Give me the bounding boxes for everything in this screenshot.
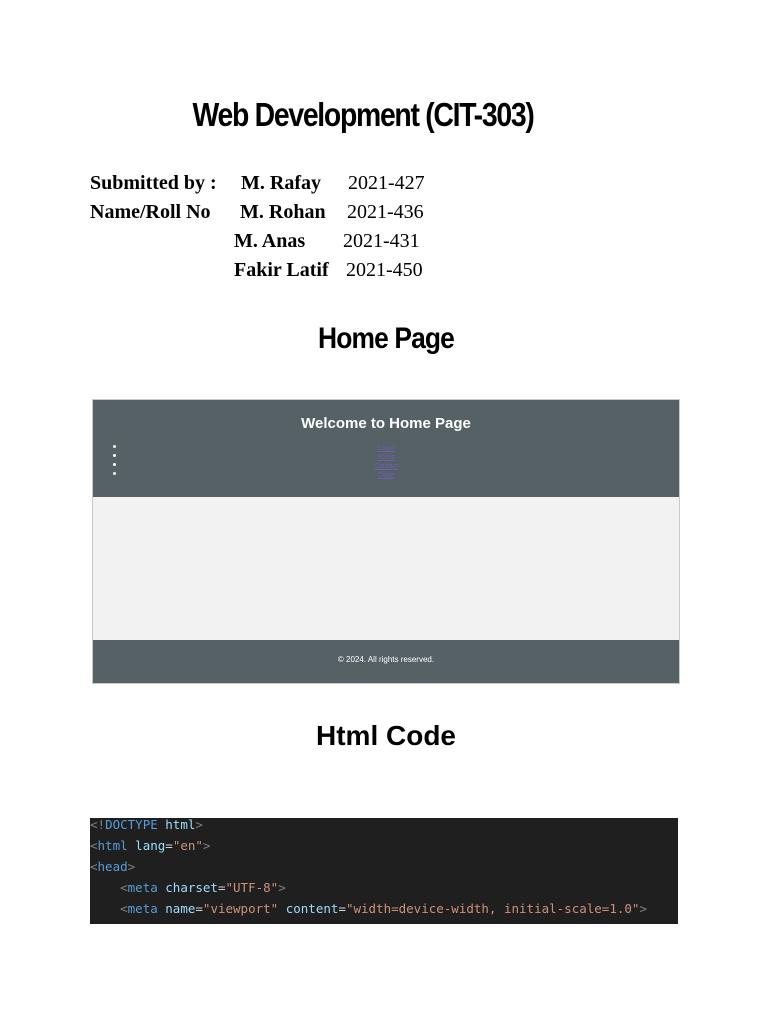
html-code-heading: Html Code — [316, 720, 456, 751]
code-line: <meta name="viewport" content="width=device-width, initial-scale=1.0"> — [120, 901, 647, 916]
submission-row — [90, 230, 510, 259]
member-name: M. Anas — [234, 230, 306, 252]
screenshot-header — [93, 400, 679, 497]
nav-link-about[interactable]: About — [376, 454, 396, 461]
screenshot-nav — [93, 444, 679, 480]
nav-link-login[interactable]: Login — [377, 445, 395, 452]
home-page-heading: Home Page — [318, 322, 454, 355]
submission-row — [90, 259, 510, 288]
submitted-by-label: Submitted by : — [90, 172, 217, 194]
member-name: M. Rohan — [240, 201, 326, 223]
submission-row — [90, 172, 510, 201]
footer-text: © 2024. All rights reserved. — [337, 655, 435, 664]
member-roll: 2021-436 — [347, 201, 424, 223]
member-roll: 2021-450 — [346, 259, 423, 281]
member-name: M. Rafay — [241, 172, 321, 194]
member-roll: 2021-431 — [343, 230, 420, 252]
member-name: Fakir Latif — [234, 259, 329, 281]
nav-link-table[interactable]: Table — [377, 472, 395, 479]
submission-row — [90, 201, 510, 230]
document-title: Web Development (CIT-303) — [192, 96, 534, 133]
member-roll: 2021-427 — [348, 172, 425, 194]
name-roll-label: Name/Roll No — [90, 201, 211, 223]
code-line: <head> — [90, 859, 136, 874]
submission-block — [90, 172, 510, 288]
code-line: <html lang="en"> — [90, 838, 211, 853]
code-line: <meta charset="UTF-8"> — [120, 880, 286, 895]
code-block — [90, 818, 678, 924]
code-line: <!DOCTYPE html> — [90, 817, 203, 832]
screenshot-footer — [93, 640, 679, 683]
home-page-screenshot — [92, 399, 680, 684]
screenshot-body — [93, 497, 679, 642]
screenshot-heading: Welcome to Home Page — [301, 415, 471, 432]
nav-link-contact[interactable]: Contact — [373, 463, 399, 470]
